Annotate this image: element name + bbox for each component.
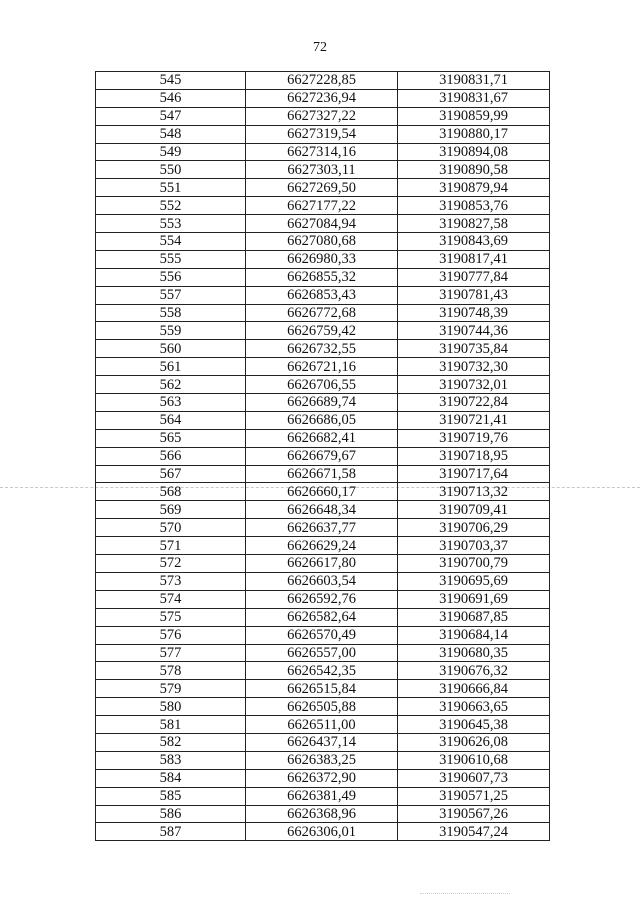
table-row — [96, 358, 550, 376]
point-number-cell: 552 — [96, 197, 246, 215]
x-coordinate-cell: 6626617,80 — [246, 555, 398, 573]
point-number-cell: 547 — [96, 107, 246, 125]
y-coordinate-cell: 3190663,65 — [398, 698, 550, 716]
x-coordinate-cell: 6626671,58 — [246, 465, 398, 483]
y-coordinate-cell: 3190721,41 — [398, 411, 550, 429]
y-coordinate-cell: 3190687,85 — [398, 608, 550, 626]
x-coordinate-cell: 6626853,43 — [246, 286, 398, 304]
y-coordinate-cell: 3190706,29 — [398, 519, 550, 537]
point-number-cell: 545 — [96, 72, 246, 90]
y-coordinate-cell: 3190680,35 — [398, 644, 550, 662]
table-row — [96, 107, 550, 125]
point-number-cell: 562 — [96, 376, 246, 394]
point-number-cell: 558 — [96, 304, 246, 322]
table-row — [96, 787, 550, 805]
x-coordinate-cell: 6626660,17 — [246, 483, 398, 501]
point-number-cell: 556 — [96, 268, 246, 286]
table-row — [96, 447, 550, 465]
table-row — [96, 662, 550, 680]
table-row — [96, 572, 550, 590]
table-row — [96, 268, 550, 286]
x-coordinate-cell: 6626629,24 — [246, 537, 398, 555]
point-number-cell: 574 — [96, 590, 246, 608]
x-coordinate-cell: 6626383,25 — [246, 751, 398, 769]
point-number-cell: 549 — [96, 143, 246, 161]
y-coordinate-cell: 3190748,39 — [398, 304, 550, 322]
y-coordinate-cell: 3190645,38 — [398, 716, 550, 734]
table-row — [96, 608, 550, 626]
x-coordinate-cell: 6626542,35 — [246, 662, 398, 680]
x-coordinate-cell: 6627269,50 — [246, 179, 398, 197]
table-row — [96, 483, 550, 501]
point-number-cell: 581 — [96, 716, 246, 734]
y-coordinate-cell: 3190626,08 — [398, 733, 550, 751]
y-coordinate-cell: 3190567,26 — [398, 805, 550, 823]
table-row — [96, 680, 550, 698]
point-number-cell: 579 — [96, 680, 246, 698]
point-number-cell: 573 — [96, 572, 246, 590]
point-number-cell: 570 — [96, 519, 246, 537]
x-coordinate-cell: 6626682,41 — [246, 429, 398, 447]
point-number-cell: 560 — [96, 340, 246, 358]
x-coordinate-cell: 6626511,00 — [246, 716, 398, 734]
point-number-cell: 575 — [96, 608, 246, 626]
y-coordinate-cell: 3190571,25 — [398, 787, 550, 805]
y-coordinate-cell: 3190831,71 — [398, 72, 550, 90]
y-coordinate-cell: 3190691,69 — [398, 590, 550, 608]
y-coordinate-cell: 3190722,84 — [398, 394, 550, 412]
x-coordinate-cell: 6626706,55 — [246, 376, 398, 394]
point-number-cell: 569 — [96, 501, 246, 519]
table-row — [96, 823, 550, 841]
table-row — [96, 286, 550, 304]
x-coordinate-cell: 6627228,85 — [246, 72, 398, 90]
point-number-cell: 551 — [96, 179, 246, 197]
x-coordinate-cell: 6627303,11 — [246, 161, 398, 179]
table-row — [96, 626, 550, 644]
table-row — [96, 89, 550, 107]
point-number-cell: 565 — [96, 429, 246, 447]
y-coordinate-cell: 3190695,69 — [398, 572, 550, 590]
scan-artifact-line — [420, 893, 510, 894]
x-coordinate-cell: 6626648,34 — [246, 501, 398, 519]
y-coordinate-cell: 3190719,76 — [398, 429, 550, 447]
table-row — [96, 411, 550, 429]
point-number-cell: 576 — [96, 626, 246, 644]
y-coordinate-cell: 3190817,41 — [398, 250, 550, 268]
y-coordinate-cell: 3190735,84 — [398, 340, 550, 358]
x-coordinate-cell: 6626368,96 — [246, 805, 398, 823]
x-coordinate-cell: 6626570,49 — [246, 626, 398, 644]
y-coordinate-cell: 3190732,01 — [398, 376, 550, 394]
x-coordinate-cell: 6626306,01 — [246, 823, 398, 841]
y-coordinate-cell: 3190713,32 — [398, 483, 550, 501]
point-number-cell: 582 — [96, 733, 246, 751]
point-number-cell: 571 — [96, 537, 246, 555]
table-row — [96, 501, 550, 519]
table-row — [96, 72, 550, 90]
y-coordinate-cell: 3190718,95 — [398, 447, 550, 465]
y-coordinate-cell: 3190894,08 — [398, 143, 550, 161]
table-row — [96, 179, 550, 197]
y-coordinate-cell: 3190676,32 — [398, 662, 550, 680]
table-row — [96, 805, 550, 823]
x-coordinate-cell: 6626732,55 — [246, 340, 398, 358]
point-number-cell: 568 — [96, 483, 246, 501]
point-number-cell: 583 — [96, 751, 246, 769]
table-row — [96, 733, 550, 751]
coordinates-table-body — [96, 72, 550, 841]
table-row — [96, 537, 550, 555]
point-number-cell: 550 — [96, 161, 246, 179]
point-number-cell: 564 — [96, 411, 246, 429]
y-coordinate-cell: 3190827,58 — [398, 215, 550, 233]
table-row — [96, 644, 550, 662]
x-coordinate-cell: 6626515,84 — [246, 680, 398, 698]
table-row — [96, 590, 550, 608]
x-coordinate-cell: 6627314,16 — [246, 143, 398, 161]
point-number-cell: 578 — [96, 662, 246, 680]
x-coordinate-cell: 6626679,67 — [246, 447, 398, 465]
table-row — [96, 716, 550, 734]
x-coordinate-cell: 6626505,88 — [246, 698, 398, 716]
x-coordinate-cell: 6627327,22 — [246, 107, 398, 125]
coordinates-table — [95, 71, 550, 841]
point-number-cell: 566 — [96, 447, 246, 465]
y-coordinate-cell: 3190703,37 — [398, 537, 550, 555]
x-coordinate-cell: 6626582,64 — [246, 608, 398, 626]
y-coordinate-cell: 3190547,24 — [398, 823, 550, 841]
point-number-cell: 567 — [96, 465, 246, 483]
x-coordinate-cell: 6626721,16 — [246, 358, 398, 376]
x-coordinate-cell: 6626372,90 — [246, 769, 398, 787]
y-coordinate-cell: 3190666,84 — [398, 680, 550, 698]
y-coordinate-cell: 3190843,69 — [398, 233, 550, 251]
x-coordinate-cell: 6626637,77 — [246, 519, 398, 537]
point-number-cell: 587 — [96, 823, 246, 841]
x-coordinate-cell: 6626603,54 — [246, 572, 398, 590]
table-row — [96, 161, 550, 179]
x-coordinate-cell: 6627084,94 — [246, 215, 398, 233]
table-row — [96, 394, 550, 412]
table-row — [96, 125, 550, 143]
point-number-cell: 553 — [96, 215, 246, 233]
table-row — [96, 233, 550, 251]
x-coordinate-cell: 6626557,00 — [246, 644, 398, 662]
x-coordinate-cell: 6626381,49 — [246, 787, 398, 805]
x-coordinate-cell: 6626437,14 — [246, 733, 398, 751]
table-row — [96, 519, 550, 537]
x-coordinate-cell: 6626689,74 — [246, 394, 398, 412]
y-coordinate-cell: 3190831,67 — [398, 89, 550, 107]
point-number-cell: 561 — [96, 358, 246, 376]
y-coordinate-cell: 3190859,99 — [398, 107, 550, 125]
table-row — [96, 751, 550, 769]
table-row — [96, 769, 550, 787]
x-coordinate-cell: 6626759,42 — [246, 322, 398, 340]
point-number-cell: 563 — [96, 394, 246, 412]
y-coordinate-cell: 3190684,14 — [398, 626, 550, 644]
y-coordinate-cell: 3190700,79 — [398, 555, 550, 573]
table-row — [96, 555, 550, 573]
x-coordinate-cell: 6627177,22 — [246, 197, 398, 215]
y-coordinate-cell: 3190853,76 — [398, 197, 550, 215]
table-row — [96, 376, 550, 394]
x-coordinate-cell: 6627236,94 — [246, 89, 398, 107]
x-coordinate-cell: 6627319,54 — [246, 125, 398, 143]
x-coordinate-cell: 6626686,05 — [246, 411, 398, 429]
table-row — [96, 698, 550, 716]
table-row — [96, 322, 550, 340]
y-coordinate-cell: 3190879,94 — [398, 179, 550, 197]
point-number-cell: 555 — [96, 250, 246, 268]
point-number-cell: 572 — [96, 555, 246, 573]
table-row — [96, 429, 550, 447]
y-coordinate-cell: 3190890,58 — [398, 161, 550, 179]
table-row — [96, 304, 550, 322]
x-coordinate-cell: 6626592,76 — [246, 590, 398, 608]
table-row — [96, 340, 550, 358]
point-number-cell: 580 — [96, 698, 246, 716]
table-row — [96, 197, 550, 215]
table-row — [96, 250, 550, 268]
page-number: 72 — [313, 40, 327, 55]
table-row — [96, 465, 550, 483]
point-number-cell: 586 — [96, 805, 246, 823]
table-row — [96, 215, 550, 233]
y-coordinate-cell: 3190744,36 — [398, 322, 550, 340]
point-number-cell: 584 — [96, 769, 246, 787]
point-number-cell: 557 — [96, 286, 246, 304]
point-number-cell: 554 — [96, 233, 246, 251]
y-coordinate-cell: 3190732,30 — [398, 358, 550, 376]
point-number-cell: 577 — [96, 644, 246, 662]
x-coordinate-cell: 6626855,32 — [246, 268, 398, 286]
y-coordinate-cell: 3190607,73 — [398, 769, 550, 787]
point-number-cell: 546 — [96, 89, 246, 107]
y-coordinate-cell: 3190777,84 — [398, 268, 550, 286]
y-coordinate-cell: 3190781,43 — [398, 286, 550, 304]
y-coordinate-cell: 3190880,17 — [398, 125, 550, 143]
point-number-cell: 559 — [96, 322, 246, 340]
y-coordinate-cell: 3190709,41 — [398, 501, 550, 519]
table-row — [96, 143, 550, 161]
x-coordinate-cell: 6626980,33 — [246, 250, 398, 268]
x-coordinate-cell: 6627080,68 — [246, 233, 398, 251]
x-coordinate-cell: 6626772,68 — [246, 304, 398, 322]
y-coordinate-cell: 3190717,64 — [398, 465, 550, 483]
point-number-cell: 548 — [96, 125, 246, 143]
y-coordinate-cell: 3190610,68 — [398, 751, 550, 769]
point-number-cell: 585 — [96, 787, 246, 805]
